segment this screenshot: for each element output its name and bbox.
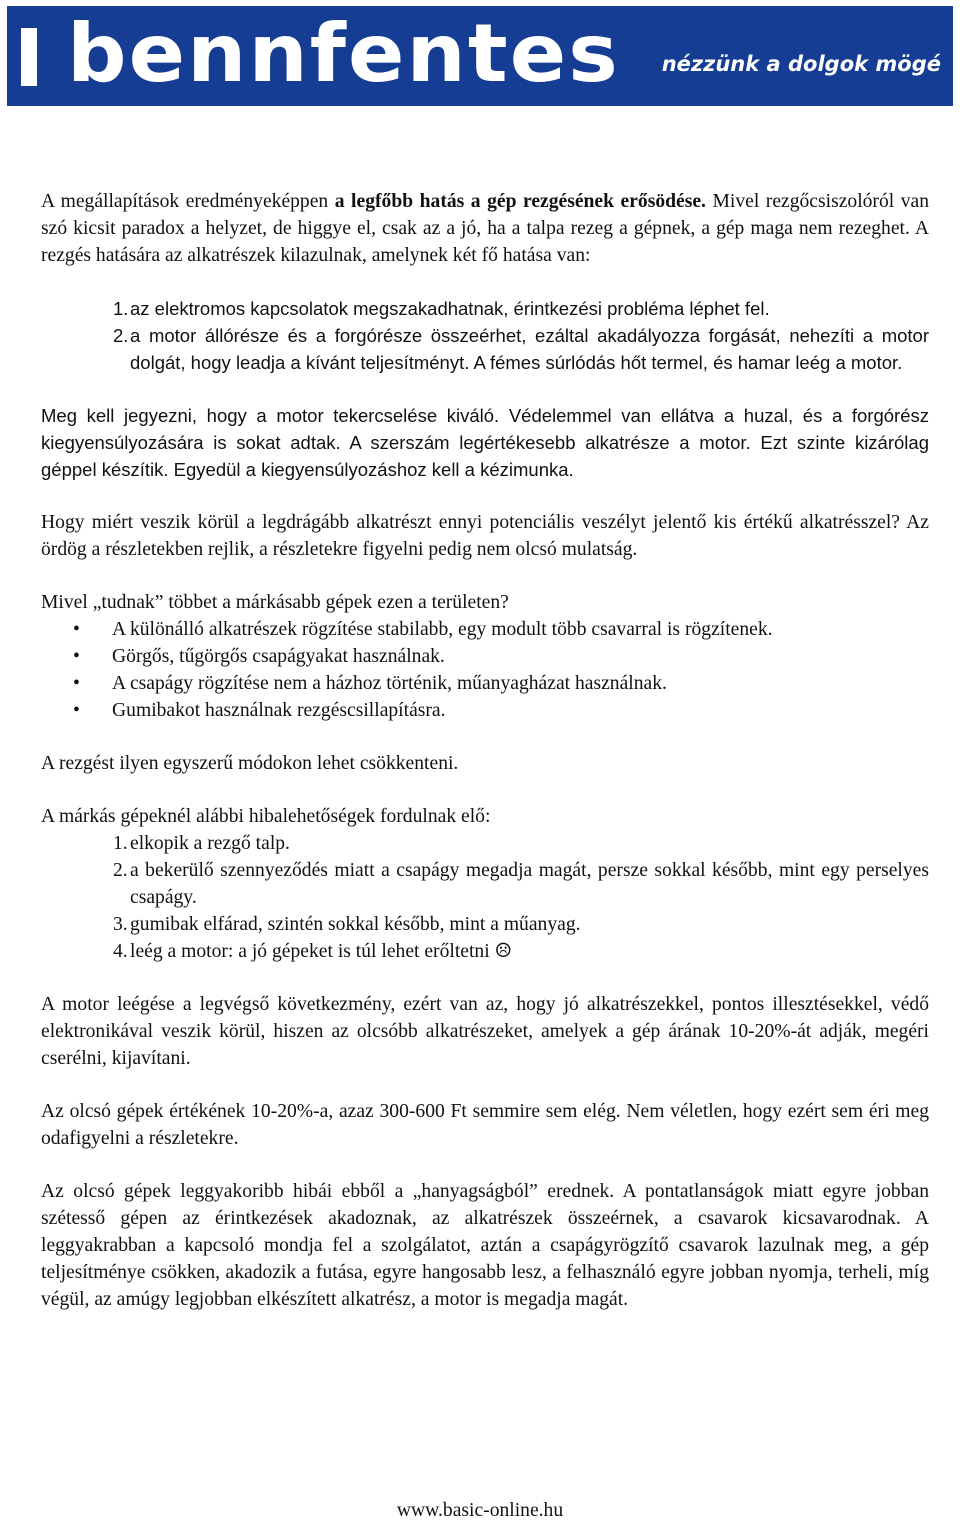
item-number: 3. [113, 914, 128, 935]
item-number: 4. [113, 941, 128, 962]
brands-intro: Mivel „tudnak” többet a márkásabb gépek ezen a területen? [41, 592, 509, 613]
item-text: a motor állórésze és a forgórésze összeérhet, ezáltal akadályozza forgását, nehezíti a motor dolgát, hogy leadja a kívánt teljesítményt. A fémes súrlódás hőt termel, és hamar leég a motor. [130, 325, 929, 373]
item-number: 1. [113, 833, 128, 854]
item-text: A különálló alkatrészek rögzítése stabilabb, egy modult több csavarral is rögzítenek. [112, 619, 773, 640]
list-item [41, 295, 929, 322]
list-item [41, 697, 929, 724]
banner-bar-shape [21, 28, 37, 86]
item-text: Gumibakot használnak rezgéscsillapításra. [112, 700, 446, 721]
header-banner [7, 6, 953, 106]
faults-list [41, 830, 929, 965]
bullet-icon: • [73, 646, 80, 667]
item-number: 2. [113, 860, 128, 881]
brand-logo: bennfentes [67, 7, 620, 100]
intro-paragraph [41, 188, 929, 269]
item-text: A csapágy rögzítése nem a házhoz történik, műanyagházat használnak. [112, 673, 667, 694]
item-text: a bekerülő szennyeződés miatt a csapágy megadja magát, persze sokkal később, mint egy perselyes csapágy. [130, 860, 929, 908]
list-item [41, 830, 929, 857]
item-number: 2. [113, 325, 129, 346]
intro-text-1: A megállapítások eredményeképpen [41, 191, 335, 212]
tagline: nézzünk a dolgok mögé [661, 52, 941, 76]
list-item [41, 857, 929, 911]
footer-url: www.basic-online.hu [396, 1500, 564, 1521]
bullet-icon: • [73, 619, 80, 640]
list-item [41, 938, 929, 965]
bullet-list [41, 616, 929, 724]
list-item [41, 670, 929, 697]
cheap-value-paragraph: Az olcsó gépek értékének 10-20%-a, azaz 300-600 Ft semmire sem elég. Nem véletlen, hogy ezért sem éri meg odafigyelni a részletekre. [41, 1101, 929, 1149]
item-text: Görgős, tűgörgős csapágyakat használnak. [112, 646, 445, 667]
item-text: leég a motor: a jó gépeket is túl lehet erőltetni ☹ [130, 941, 513, 962]
item-text: az elektromos kapcsolatok megszakadhatnak, érintkezési probléma léphet fel. [130, 298, 770, 319]
list-item [41, 911, 929, 938]
question-paragraph: Hogy miért veszik körül a legdrágább alkatrészt ennyi potenciális veszélyt jelentő kis értékű alkatrésszel? Az ördög a részletekben rejlik, a részletekre figyelni pedig nem olcsó mulatság. [41, 512, 929, 560]
list-item [41, 643, 929, 670]
list-item [41, 616, 929, 643]
item-text: gumibak elfárad, szintén sokkal később, mint a műanyag. [130, 914, 581, 935]
motor-paragraph: Meg kell jegyezni, hogy a motor tekercselése kiváló. Védelemmel van ellátva a huzal, és a forgórész kiegyensúlyozására is sokat adtak. A szerszám legértékesebb alkatrésze a motor. Ezt szinte kizárólag géppel készítik. Egyedül a kiegyensúlyozáshoz kell a kézimunka. [41, 405, 929, 480]
list-item [41, 322, 929, 376]
faults-intro: A márkás gépeknél alábbi hibalehetőségek fordulnak elő: [41, 806, 491, 827]
effects-list [41, 295, 929, 376]
intro-text-2: Mivel rezgőcsiszolóról van szó kicsit paradox a helyzet, de higgye el, csak az a jó, ha a talpa rezeg a gépnek, a gép maga nem rezeghet. A rezgés hatására az alkatrészek kilazulnak, amelynek két fő hatása van: [41, 191, 929, 266]
intro-bold: a legfőbb hatás a gép rezgésének erősödése. [334, 191, 706, 212]
item-number: 1. [113, 298, 129, 319]
article-body [41, 188, 929, 1313]
reduce-paragraph: A rezgést ilyen egyszerű módokon lehet csökkenteni. [41, 753, 459, 774]
item-text: elkopik a rezgő talp. [130, 833, 290, 854]
burnout-paragraph: A motor leégése a legvégső következmény, ezért van az, hogy jó alkatrészekkel, pontos illesztésekkel, védő elektronikával veszik körül, hiszen az olcsóbb alkatrészeket, amelyek a gép árának 10-20%-át adják, megéri cserélni, kijavítani. [41, 994, 929, 1069]
bullet-icon: • [73, 700, 80, 721]
cheap-faults-paragraph: Az olcsó gépek leggyakoribb hibái ebből a „hanyagságból” erednek. A pontatlanságok miatt egyre jobban szétesső gépen az érintkezések akadoznak, az alkatrészek összeérnek, a csavarok kicsavarodnak. A leggyakrabban a kapcsoló mondja fel a szolgálatot, aztán a csapágyrögzítő csavarok lazulnak meg, a gép teljesítménye csökken, akadozik a futása, egyre hangosabb lesz, a felhasználó egyre jobban nyomja, terheli, míg végül, az amúgy legjobban elkészített alkatrész, a motor is megadja magát. [41, 1181, 929, 1310]
bullet-icon: • [73, 673, 80, 694]
